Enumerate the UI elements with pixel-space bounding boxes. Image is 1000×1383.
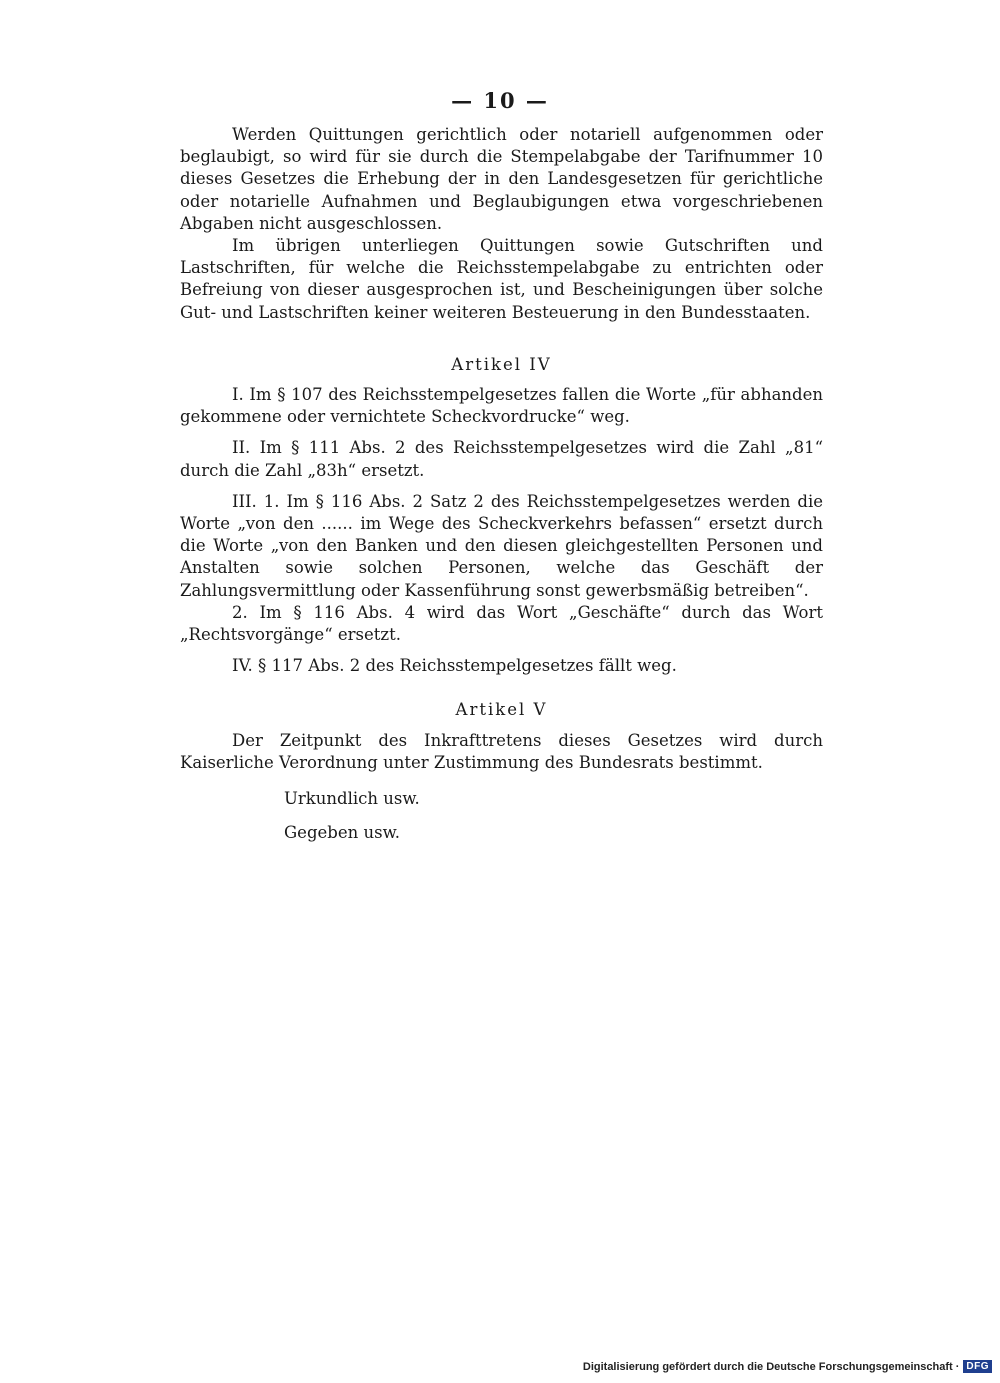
artikel-iv-item-ii: II. Im § 111 Abs. 2 des Reichsstempelgesetzes wird die Zahl „81“ durch die Zahl „83h“ ersetzt. [180,438,823,480]
artikel-iv-heading: Artikel IV [451,354,552,374]
closing-gegeben: Gegeben usw. [284,823,400,843]
digitization-credit [583,1360,992,1373]
paragraph-quittungen: Werden Quittungen gerichtlich oder notariell aufgenommen oder beglaubigt, so wird für sie durch die Stempelabgabe der Tarifnummer 10 dieses Gesetzes die Erhebung der in den Landesgesetzen für gerichtliche oder notarielle Aufnahmen und Beglaubigungen etwa vorgeschriebenen Abgaben nicht ausgeschlossen. [180,125,823,233]
artikel-iv-item-iii-2: 2. Im § 116 Abs. 4 wird das Wort „Geschäfte“ durch das Wort „Rechtsvorgänge“ ersetzt. [180,602,823,645]
dfg-logo-icon: DFG [963,1360,992,1373]
paragraph-im-uebrigen: Im übrigen unterliegen Quittungen sowie Gutschriften und Lastschriften, für welche die Reichsstempelabgabe zu entrichten oder Befreiung von dieser ausgesprochen ist, und Bescheinigungen über solche Gut- und Lastschriften keiner weiteren Besteuerung in den Bundesstaaten. [180,236,823,322]
document-body [180,124,823,844]
page-number: — 10 — [451,88,549,113]
artikel-v-heading: Artikel V [455,700,548,720]
closing-urkundlich: Urkundlich usw. [284,789,420,809]
artikel-v-text: Der Zeitpunkt des Inkrafttretens dieses Gesetzes wird durch Kaiserliche Verordnung unter Zustimmung des Bundesrats bestimmt. [180,730,823,772]
footer-text: Digitalisierung gefördert durch die Deutsche Forschungsgemeinschaft · [582,1360,960,1373]
artikel-iv-item-iv: IV. § 117 Abs. 2 des Reichsstempelgesetzes fällt weg. [232,656,677,676]
artikel-iv-item-iii-1: III. 1. Im § 116 Abs. 2 Satz 2 des Reichsstempelgesetzes werden die Worte „von den ...... im Wege des Scheckverkehrs befassen“ ersetzt durch die Worte „von den Banken und den diesen gleichgestellten Personen und Anstalten sowie solchen Personen, welche das Geschäft der Zahlungsvermittlung oder Kassenführung sonst gewerbsmäßig betreiben“. [180,491,823,600]
artikel-iv-item-i: I. Im § 107 des Reichsstempelgesetzes fallen die Worte „für abhanden gekommene oder vernichtete Scheckvordrucke“ weg. [180,385,823,427]
